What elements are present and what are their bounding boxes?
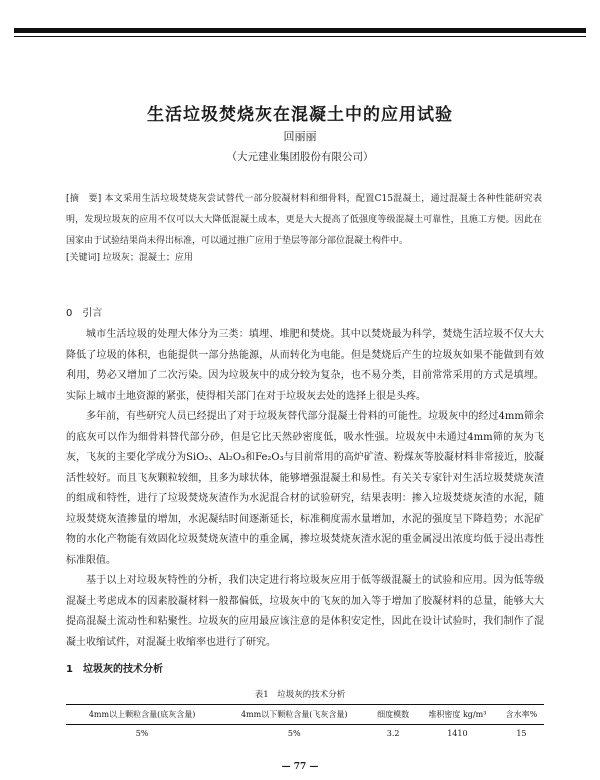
- header-rule-thick: [14, 28, 586, 33]
- table-cell: 3.2: [386, 729, 400, 739]
- table-header-cell: 含水率%: [505, 710, 538, 719]
- table-header-cell: 4mm以下颗粒含量(飞灰含量): [240, 710, 348, 719]
- paper-title: 生活垃圾焚烧灰在混凝土中的应用试验: [147, 105, 453, 125]
- author-affiliation: （大元建业集团股份有限公司）: [226, 151, 374, 163]
- table-header-row: [66, 705, 544, 725]
- table-cell: 15: [516, 729, 527, 739]
- author-name: 回丽丽: [283, 130, 317, 143]
- paragraph: 城市生活垃圾的处理大体分为三类：填埋、堆肥和焚烧。其中以焚烧最为科学，焚烧生活垃圾不仅大大降低了垃圾的体积，也能提供一部分热能源，从而转化为电能。但是焚烧后产生的垃圾灰如果不能做到有效利用，势必又增加了二次污染。因为垃圾灰中的成分较为复杂，也不易分类，目前常常采用的方式是填埋。实际上城市土地资源的紧张，使得相关部门在对于垃圾灰去处的选择上很是头疼。: [66, 329, 544, 402]
- keywords-label: [关键词]: [66, 253, 101, 263]
- table-header-cell: 4mm以上颗粒含量(底灰含量): [88, 710, 196, 719]
- keywords: [66, 250, 193, 263]
- analysis-table: [66, 704, 544, 743]
- abstract-label: [摘 要]: [66, 194, 102, 204]
- table-header-cell: 堆积密度 kg/m³: [428, 710, 487, 719]
- body-text: [66, 325, 544, 653]
- page-number: — 77 —: [281, 762, 319, 772]
- abstract: [66, 189, 542, 252]
- section-heading-intro: 0 引言: [66, 308, 103, 319]
- table-row: [66, 725, 544, 743]
- table-header-cell: 细度模数: [377, 710, 410, 719]
- table-cell: 5%: [135, 729, 149, 739]
- paragraph: 基于以上对垃圾灰特性的分析，我们决定进行将垃圾灰应用于低等级混凝土的试验和应用。因为低等级混凝土考虑成本的因素胶凝材料一般都偏低，垃圾灰中的飞灰的加入等于增加了胶凝材料的总量，能够大大提高混凝土流动性和粘聚性。垃圾灰的应用最应该注意的是体积安定性，因此在设计试验时，我们制作了混凝土收缩试件，对混凝土收缩率也进行了研究。: [66, 575, 544, 648]
- section-heading-analysis: 1 垃圾灰的技术分析: [66, 664, 163, 675]
- table-cell: 1410: [447, 729, 468, 739]
- keywords-text: 垃圾灰；混凝土；应用: [102, 253, 193, 263]
- header-rule-thin: [14, 36, 586, 37]
- abstract-text: 本文采用生活垃圾焚烧灰尝试替代一部分胶凝材料和细骨料，配置C15混凝土，通过混凝土各种性能研究表明，发现垃圾灰的应用不仅可以大大降低混凝土成本，更是大大提高了低强度等级混凝土可靠性，且施工方便。因此在国家由于试验结果尚未得出标准，可以通过推广应用于垫层等部分部位混凝土构件中。: [66, 194, 543, 246]
- table-cell: 5%: [287, 729, 301, 739]
- paragraph: 多年前，有些研究人员已经提出了对于垃圾灰替代部分混凝土骨料的可能性。垃圾灰中的经过4mm筛余的底灰可以作为细骨料替代部分砂，但是它比天然砂密度低，吸水性强。垃圾灰中未通过4mm筛的灰为飞灰，飞灰的主要化学成分为SiO₂、Al₂O₃和Fe₂O₃与目前常用的高炉矿渣、粉煤灰等胶凝材料非常接近，胶凝活性较好。而且飞灰颗粒较细，且多为球状体，能够增强混凝土和易性。有关关专家针对生活垃圾焚烧灰渣的组成和特性，进行了垃圾焚烧灰渣作为水泥混合材的试验研究，结果表明：掺入垃圾焚烧灰渣的水泥，随垃圾焚烧灰渣掺量的增加，水泥凝结时间逐渐延长，标准稠度需水量增加，水泥的强度呈下降趋势；水泥矿物的水化产物能有效固化垃圾焚烧灰渣中的重金属，掺垃圾焚烧灰渣水泥的重金属浸出浓度均低于浸出毒性标准限值。: [66, 411, 544, 566]
- table-caption: 表1 垃圾灰的技术分析: [254, 690, 346, 700]
